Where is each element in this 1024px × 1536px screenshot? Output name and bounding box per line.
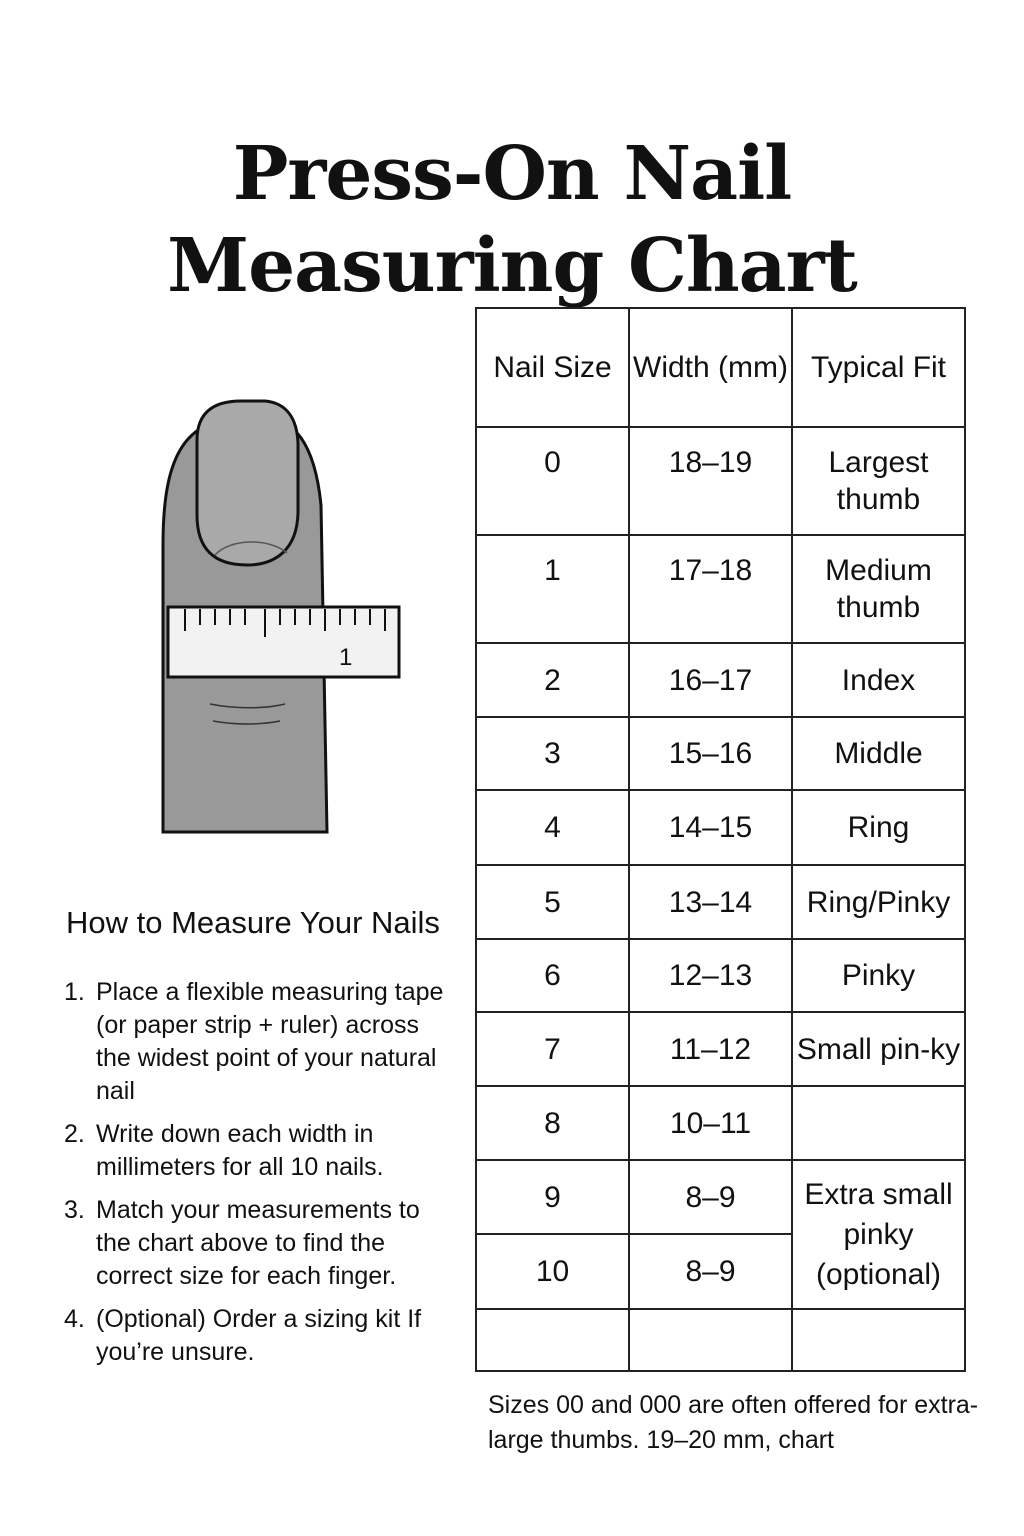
table-row (476, 1086, 965, 1160)
cell-width: 8–9 (629, 1160, 792, 1234)
instruction-step: 1. Place a flexible measuring tape (or paper strip + ruler) across the widest point of your natural nail (64, 978, 444, 1105)
table-row (476, 427, 965, 535)
instruction-step: 2. Write down each width in millimeters for all 10 nails. (64, 1120, 384, 1181)
page-title (0, 128, 1024, 312)
cell-size: 3 (476, 717, 629, 790)
cell-width: 15–16 (629, 717, 792, 790)
cell-size: 0 (476, 427, 629, 535)
table-row-empty (476, 1309, 965, 1371)
cell-empty (629, 1309, 792, 1371)
cell-width: 18–19 (629, 427, 792, 535)
header-nail-size: Nail Size (476, 308, 629, 427)
cell-width: 10–11 (629, 1086, 792, 1160)
cell-width: 13–14 (629, 865, 792, 939)
finger-measuring-illustration (155, 395, 410, 840)
table-row (476, 790, 965, 865)
instruction-steps (64, 976, 459, 1379)
cell-fit: Ring/Pinky (792, 865, 965, 939)
cell-fit (792, 1086, 965, 1160)
instruction-step: 4. (Optional) Order a sizing kit If you’re unsure. (64, 1305, 422, 1366)
cell-width: 12–13 (629, 939, 792, 1012)
title-line-2: Measuring Chart (167, 222, 857, 309)
cell-fit: Extra small pinky (optional) (792, 1160, 965, 1309)
ruler-mark-label: 1 (339, 644, 353, 671)
cell-size: 2 (476, 643, 629, 717)
table-header-row (476, 308, 965, 427)
cell-empty (476, 1309, 629, 1371)
cell-empty (792, 1309, 965, 1371)
cell-size: 6 (476, 939, 629, 1012)
cell-width: 17–18 (629, 535, 792, 643)
cell-fit: Medium thumb (792, 535, 965, 643)
header-width: Width (mm) (629, 308, 792, 427)
cell-fit: Ring (792, 790, 965, 865)
cell-fit: Middle (792, 717, 965, 790)
cell-width: 8–9 (629, 1234, 792, 1309)
table-row (476, 1160, 965, 1234)
cell-size: 10 (476, 1234, 629, 1309)
table-row (476, 535, 965, 643)
table-row (476, 717, 965, 790)
cell-size: 4 (476, 790, 629, 865)
cell-fit: Pinky (792, 939, 965, 1012)
table-row (476, 939, 965, 1012)
table-row (476, 643, 965, 717)
header-typical-fit: Typical Fit (792, 308, 965, 427)
cell-width: 14–15 (629, 790, 792, 865)
table-row (476, 865, 965, 939)
footnote: Sizes 00 and 000 are often offered for extra-large thumbs. 19–20 mm, chart (488, 1391, 979, 1454)
nail-size-table (475, 307, 966, 1372)
cell-width: 16–17 (629, 643, 792, 717)
cell-size: 8 (476, 1086, 629, 1160)
title-line-1: Press-On Nail (232, 130, 792, 217)
table-row (476, 1012, 965, 1086)
fingernail-shape (197, 401, 298, 565)
instructions-heading: How to Measure Your Nails (66, 904, 440, 940)
ruler-icon (168, 607, 399, 677)
cell-size: 1 (476, 535, 629, 643)
instruction-step: 3. Match your measurements to the chart above to find the correct size for each finger. (64, 1196, 420, 1290)
cell-fit: Largest thumb (792, 427, 965, 535)
cell-size: 7 (476, 1012, 629, 1086)
cell-size: 5 (476, 865, 629, 939)
cell-fit: Index (792, 643, 965, 717)
cell-size: 9 (476, 1160, 629, 1234)
cell-fit: Small pin-ky (792, 1012, 965, 1086)
cell-width: 11–12 (629, 1012, 792, 1086)
